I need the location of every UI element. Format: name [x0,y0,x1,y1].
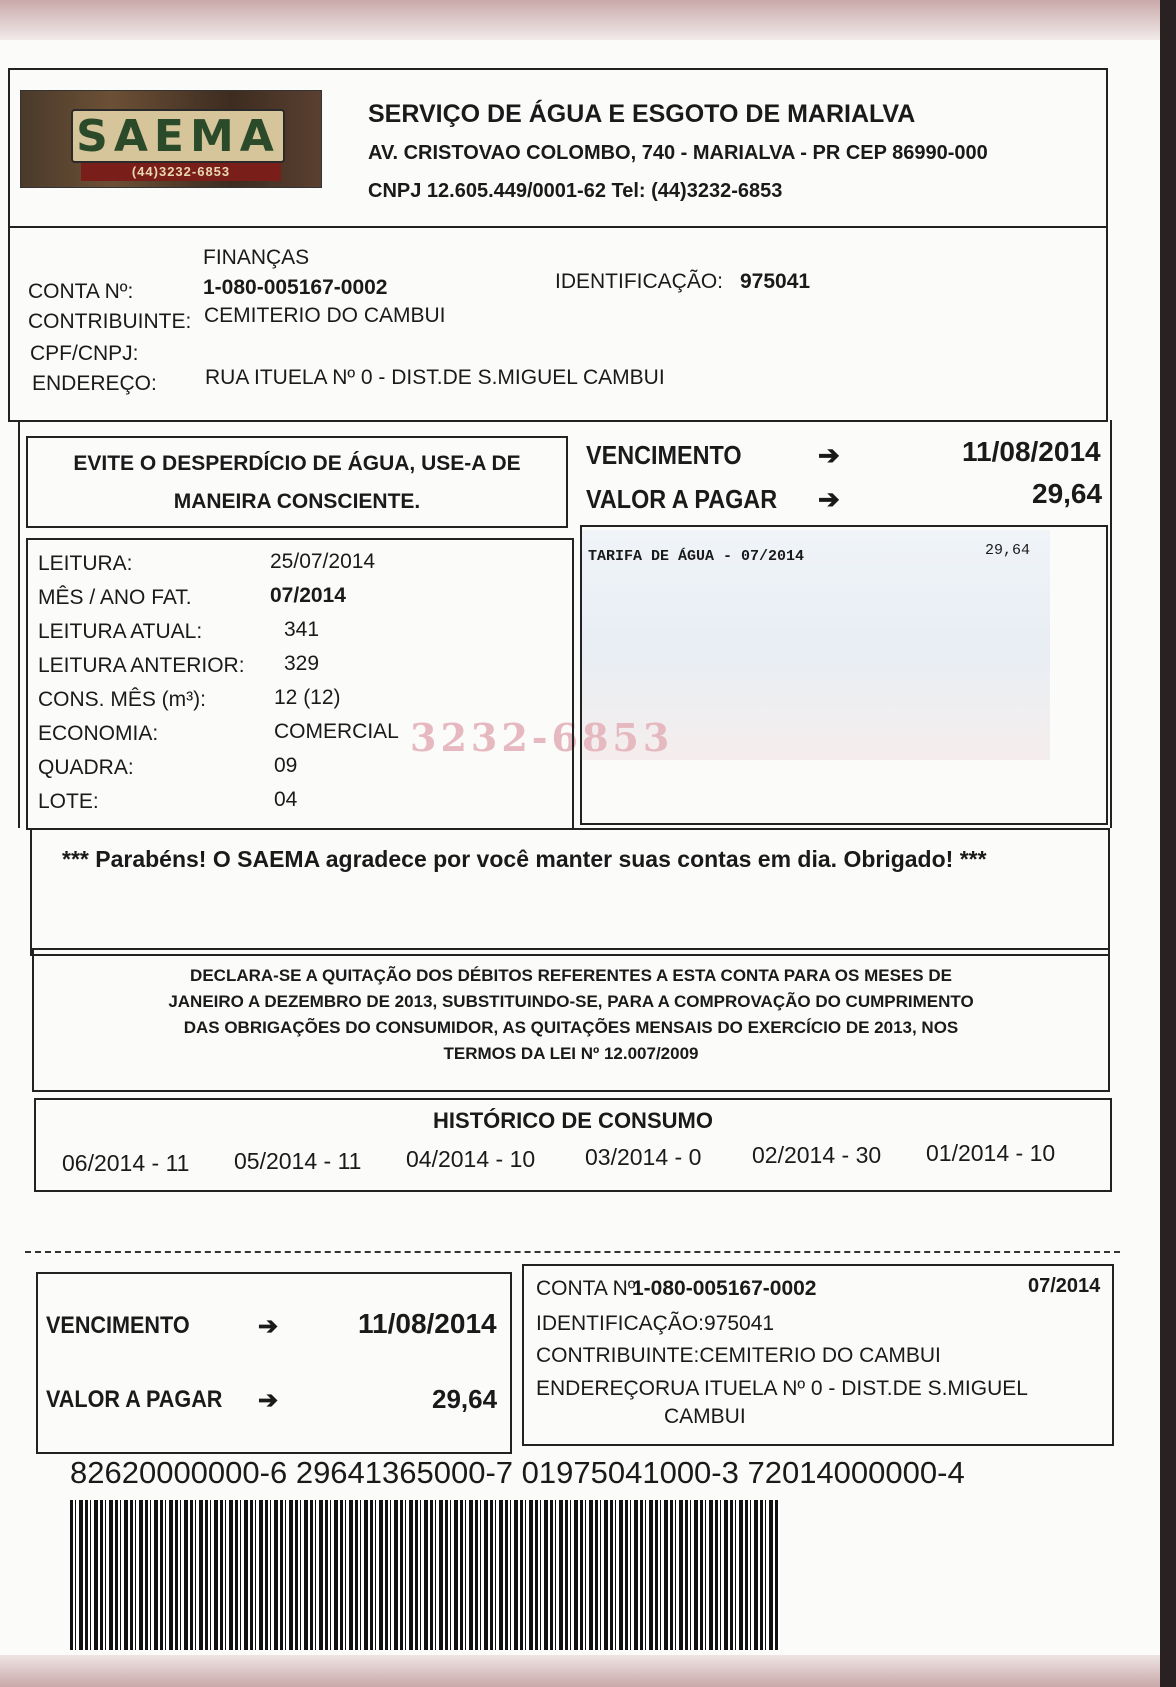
declaration-line2: JANEIRO A DEZEMBRO DE 2013, SUBSTITUINDO-SE, PARA A COMPROVAÇÃO DO CUMPRIMENTO [168,992,974,1011]
saema-logo [20,90,322,188]
scan-bottom-edge [0,1655,1176,1687]
endereco-label: ENDEREÇO: [32,372,157,395]
identificacao-value: 975041 [740,270,811,293]
reading-value: 04 [274,788,298,811]
history-item: 02/2014 - 30 [752,1142,882,1168]
contribuinte-value: CEMITERIO DO CAMBUI [204,304,446,327]
logo-wordmark: SAEMA [71,109,285,163]
org-cnpj-tel: CNPJ 12.605.449/0001-62 Tel: (44)3232-6853 [368,180,783,202]
reading-value: COMERCIAL [274,720,399,743]
financas-label: FINANÇAS [203,246,310,269]
barcode-number: 82620000000-6 29641365000-7 01975041000-3 72014000000-4 [70,1455,965,1490]
stub-endereco: ENDEREÇORUA ITUELA Nº 0 - DIST.DE S.MIGUEL [536,1377,1028,1400]
history-title: HISTÓRICO DE CONSUMO [433,1108,713,1133]
arrow-icon: ➔ [818,484,840,514]
vencimento-value: 11/08/2014 [962,436,1101,467]
reading-value: 341 [284,618,320,641]
stub-mes: 07/2014 [1028,1275,1101,1297]
vencimento-label: VENCIMENTO [586,440,742,470]
reading-label: QUADRA: [38,756,134,779]
scan-right-edge [1160,0,1176,1687]
reading-value: 09 [274,754,298,777]
barcode [70,1500,780,1650]
org-address: AV. CRISTOVAO COLOMBO, 740 - MARIALVA - PR CEP 86990-000 [368,142,988,164]
scan-top-edge [0,0,1176,40]
stub-endereco-cont: CAMBUI [664,1405,746,1428]
stub-payment-box [36,1272,512,1454]
watermark-phone: 3232-6853 [410,715,674,760]
arrow-icon: ➔ [258,1387,279,1414]
reading-label: CONS. MÊS (m³): [38,688,206,711]
tariff-value: 29,64 [985,542,1031,559]
stub-conta-label: CONTA Nº: [536,1277,642,1300]
thank-you-message: *** Parabéns! O SAEMA agradece por você manter suas contas em dia. Obrigado! *** [62,846,987,872]
reading-label: LEITURA: [38,552,133,575]
notice-box [26,436,568,528]
reading-value: 25/07/2014 [270,550,376,573]
reading-value: 07/2014 [270,584,346,607]
tariff-box [580,525,1108,825]
stub-contribuinte: CONTRIBUINTE:CEMITERIO DO CAMBUI [536,1344,941,1367]
cut-line [25,1251,1120,1253]
history-item: 06/2014 - 11 [62,1150,190,1176]
contribuinte-label: CONTRIBUINTE: [28,310,192,333]
conta-label: CONTA Nº: [28,280,134,303]
stub-valor-value: 29,64 [432,1384,498,1414]
tariff-desc: TARIFA DE ÁGUA - 07/2014 [588,548,805,565]
reading-value: 329 [284,652,320,675]
stub-valor-label: VALOR A PAGAR [46,1386,223,1413]
declaration-line3: DAS OBRIGAÇÕES DO CONSUMIDOR, AS QUITAÇÕES MENSAIS DO EXERCÍCIO DE 2013, NOS [183,1018,959,1037]
identificacao-label: IDENTIFICAÇÃO: [555,270,724,293]
reading-label: LEITURA ANTERIOR: [38,654,245,677]
endereco-value: RUA ITUELA Nº 0 - DIST.DE S.MIGUEL CAMBUI [205,366,665,389]
reading-label: LEITURA ATUAL: [38,620,203,643]
cpf-label: CPF/CNPJ: [30,342,139,365]
arrow-icon: ➔ [818,440,840,470]
notice-line2: MANEIRA CONSCIENTE. [173,490,421,513]
history-item: 01/2014 - 10 [926,1140,1056,1166]
reading-value: 12 (12) [274,686,341,709]
stub-vencimento-label: VENCIMENTO [46,1312,190,1339]
reading-label: MÊS / ANO FAT. [38,586,192,609]
valor-value: 29,64 [1032,478,1103,509]
history-item: 03/2014 - 0 [585,1144,702,1170]
declaration-line4: TERMOS DA LEI Nº 12.007/2009 [443,1044,699,1063]
reading-box [26,538,574,830]
declaration-line1: DECLARA-SE A QUITAÇÃO DOS DÉBITOS REFERENTES A ESTA CONTA PARA OS MESES DE [190,966,952,985]
history-item: 04/2014 - 10 [406,1146,536,1172]
conta-value: 1-080-005167-0002 [203,276,388,299]
notice-line1: EVITE O DESPERDÍCIO DE ÁGUA, USE-A DE [73,452,521,475]
logo-phone: (44)3232-6853 [81,163,281,181]
arrow-icon: ➔ [258,1313,279,1340]
stub-identificacao: IDENTIFICAÇÃO:975041 [536,1312,775,1335]
org-name: SERVIÇO DE ÁGUA E ESGOTO DE MARIALVA [368,100,916,128]
valor-label: VALOR A PAGAR [586,484,778,514]
stub-conta-value: 1-080-005167-0002 [632,1277,817,1300]
reading-label: ECONOMIA: [38,722,159,745]
history-item: 05/2014 - 11 [234,1148,362,1174]
stub-vencimento-value: 11/08/2014 [358,1308,497,1339]
reading-label: LOTE: [38,790,99,813]
